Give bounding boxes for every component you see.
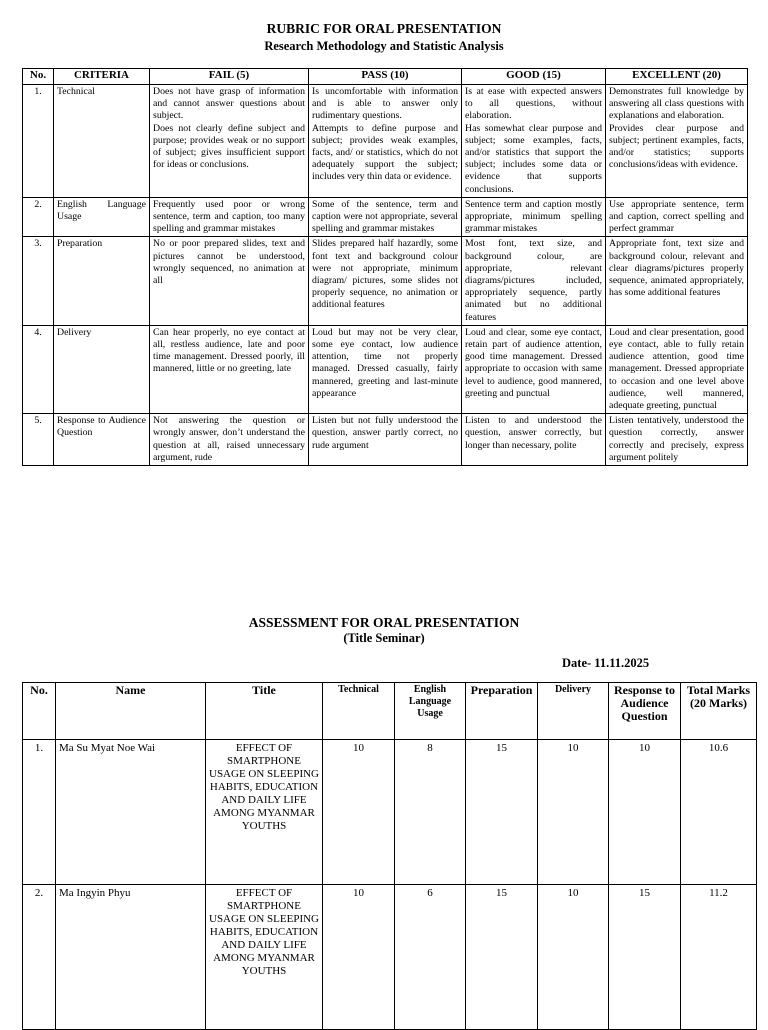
assessment-cell-preparation: 15 (466, 885, 538, 1030)
assessment-cell-total: 11.2 (681, 885, 757, 1030)
assessment-cell-title: EFFECT OF SMARTPHONE USAGE ON SLEEPING HABITS, EDUCATION AND DAILY LIFE AMONG MYANMAR YOUTHS (206, 740, 323, 885)
rubric-cell-excellent: Use appropriate sentence, term and caption, correct spelling and perfect grammar (606, 197, 748, 237)
rubric-cell-pass: Slides prepared half hazardly, some font text and background colour were not appropriate, minimum diagram/ pictures, some slides not properly sequence, no animation or additional features (309, 237, 462, 325)
rubric-cell-good: Loud and clear, some eye contact, retain part of audience attention, good time management. Dressed appropriate to occasion with same level to audience, good mannered, greeting and punctual (462, 325, 606, 413)
rubric-cell-no: 3. (23, 237, 54, 325)
rubric-cell-good: Most font, text size, and background colour, are appropriate, relevant diagrams/pictures included, appropriately sequence, partly animated but no additional features (462, 237, 606, 325)
assessment-header-total: Total Marks (20 Marks) (681, 683, 757, 740)
rubric-cell-excellent: Demonstrates full knowledge by answering all class questions with explanations and elaboration. Provides clear purpose and subject; pertinent examples, facts, and/or statistics; supports conclusions/ideas with evidence. (606, 85, 748, 198)
rubric-cell-good: Listen to and understood the question, answer correctly, but longer than necessary, polite (462, 414, 606, 466)
rubric-cell-criteria: Delivery (54, 325, 150, 413)
rubric-cell-excellent: Appropriate font, text size and background colour, relevant and clear diagrams/pictures properly sequence, animated appropriately, has some additional features (606, 237, 748, 325)
rubric-cell-good: Sentence term and caption mostly appropriate, minimum spelling grammar mistakes (462, 197, 606, 237)
assessment-body (23, 740, 757, 1030)
assessment-cell-delivery: 10 (538, 885, 609, 1030)
rubric-table (22, 68, 748, 466)
rubric-cell-no: 1. (23, 85, 54, 198)
rubric-cell-no: 2. (23, 197, 54, 237)
rubric-cell-fail: Does not have grasp of information and cannot answer questions about subject. Does not clearly define subject and purpose; provides weak or no support of subject; gives insufficient support for ideas or conclusions. (150, 85, 309, 198)
rubric-header-no: No. (23, 69, 54, 85)
assessment-header-row (23, 683, 757, 740)
rubric-cell-pass: Loud but may not be very clear, some eye contact, low audience attention, time not properly managed. Dressed casually, fairly mannered, greeting and last-minute appearance (309, 325, 462, 413)
rubric-cell-no: 5. (23, 414, 54, 466)
assessment-header-preparation: Preparation (466, 683, 538, 740)
rubric-cell-fail: No or poor prepared slides, text and pictures cannot be understood, wrongly sequenced, no animation at all (150, 237, 309, 325)
assessment-cell-no: 1. (23, 740, 56, 885)
assessment-subtitle: (Title Seminar) (343, 631, 425, 645)
assessment-table (22, 682, 757, 1030)
assessment-cell-delivery: 10 (538, 740, 609, 885)
assessment-date: Date- 11.11.2025 (562, 656, 650, 670)
assessment-cell-preparation: 15 (466, 740, 538, 885)
rubric-header-criteria: CRITERIA (54, 69, 150, 85)
assessment-cell-response: 10 (609, 740, 681, 885)
assessment-cell-response: 15 (609, 885, 681, 1030)
assessment-header-english: English Language Usage (395, 683, 466, 740)
rubric-cell-good: Is at ease with expected answers to all questions, without elaboration. Has somewhat clear purpose and subject; some examples, facts, and/or statistics that support the subject; includes some data or evidence that supports conclusions. (462, 85, 606, 198)
rubric-row (23, 237, 748, 325)
rubric-row (23, 197, 748, 237)
rubric-cell-criteria: Preparation (54, 237, 150, 325)
assessment-cell-name: Ma Su Myat Noe Wai (56, 740, 206, 885)
assessment-cell-technical: 10 (323, 885, 395, 1030)
rubric-header-good: GOOD (15) (462, 69, 606, 85)
assessment-cell-english: 6 (395, 885, 466, 1030)
assessment-cell-no: 2. (23, 885, 56, 1030)
rubric-cell-fail: Frequently used poor or wrong sentence, term and caption, too many spelling and grammar mistakes (150, 197, 309, 237)
rubric-cell-pass: Is uncomfortable with information and is able to answer only rudimentary questions. Attempts to define purpose and subject; provides weak examples, facts, and/ or statistics, which do not adequately support the subject; includes very thin data or evidence. (309, 85, 462, 198)
rubric-cell-fail: Can hear properly, no eye contact at all, restless audience, late and poor time management. Dressed poorly, ill mannered, little or no greeting, late (150, 325, 309, 413)
rubric-row (23, 414, 748, 466)
rubric-cell-excellent: Loud and clear presentation, good eye contact, able to fully retain audience attention, good time management. Dressed appropriate to occasion and one level above audience, well mannered, adequate greeting, punctual (606, 325, 748, 413)
assessment-cell-technical: 10 (323, 740, 395, 885)
assessment-header-technical: Technical (323, 683, 395, 740)
rubric-cell-criteria: Response to Audience Question (54, 414, 150, 466)
rubric-body (23, 85, 748, 466)
rubric-header-excellent: EXCELLENT (20) (606, 69, 748, 85)
assessment-title: ASSESSMENT FOR ORAL PRESENTATION (248, 615, 520, 630)
rubric-cell-excellent: Listen tentatively, understood the question correctly, answer correctly and precisely, express argument politely (606, 414, 748, 466)
assessment-header-delivery: Delivery (538, 683, 609, 740)
assessment-cell-title: EFFECT OF SMARTPHONE USAGE ON SLEEPING HABITS, EDUCATION AND DAILY LIFE AMONG MYANMAR YOUTHS (206, 885, 323, 1030)
assessment-row (23, 885, 757, 1030)
rubric-cell-criteria: Technical (54, 85, 150, 198)
rubric-cell-pass: Listen but not fully understood the question, answer partly correct, no rude argument (309, 414, 462, 466)
rubric-cell-pass: Some of the sentence, term and caption were not appropriate, several spelling and grammar mistakes (309, 197, 462, 237)
assessment-row (23, 740, 757, 885)
rubric-row (23, 85, 748, 198)
assessment-header-no: No. (23, 683, 56, 740)
rubric-cell-criteria: English Language Usage (54, 197, 150, 237)
rubric-row (23, 325, 748, 413)
assessment-cell-name: Ma Ingyin Phyu (56, 885, 206, 1030)
rubric-title: RUBRIC FOR ORAL PRESENTATION (266, 21, 502, 36)
assessment-header-title: Title (206, 683, 323, 740)
rubric-header-row (23, 69, 748, 85)
assessment-header-response: Response to Audience Question (609, 683, 681, 740)
rubric-cell-fail: Not answering the question or wrongly answer, don’t understand the question at all, raised unnecessary argument, rude (150, 414, 309, 466)
assessment-cell-english: 8 (395, 740, 466, 885)
rubric-cell-no: 4. (23, 325, 54, 413)
rubric-header-fail: FAIL (5) (150, 69, 309, 85)
rubric-subtitle: Research Methodology and Statistic Analysis (264, 39, 504, 53)
assessment-cell-total: 10.6 (681, 740, 757, 885)
rubric-header-pass: PASS (10) (309, 69, 462, 85)
assessment-header-name: Name (56, 683, 206, 740)
